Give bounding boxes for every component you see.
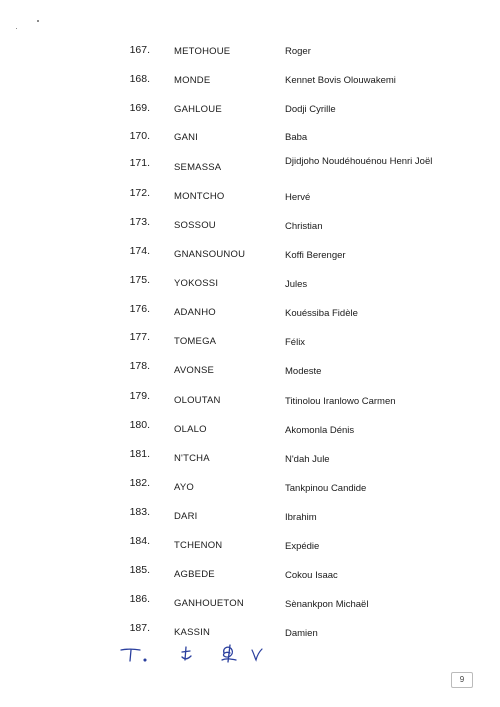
- entry-surname: GANI: [174, 132, 199, 143]
- entry-number: 173.: [129, 216, 150, 228]
- entry-number: 182.: [129, 477, 150, 489]
- entry-surname: ADANHO: [174, 307, 216, 318]
- entry-given-names: Hervé: [285, 192, 311, 203]
- list-item: [0, 564, 500, 590]
- entry-given-names: Tankpinou Candide: [285, 483, 367, 494]
- signature-initial-3: [222, 645, 236, 662]
- list-item: [0, 390, 500, 416]
- entry-number: 180.: [129, 419, 150, 431]
- list-item: [0, 506, 500, 532]
- entry-given-names: Damien: [285, 628, 318, 639]
- entry-given-names: Christian: [285, 221, 323, 232]
- entry-surname: KASSIN: [174, 627, 211, 638]
- entry-surname: GNANSOUNOU: [174, 249, 246, 260]
- entry-surname: OLOUTAN: [174, 395, 221, 406]
- entry-given-names: Dodji Cyrille: [285, 104, 336, 115]
- entry-surname: MONDE: [174, 75, 211, 86]
- list-item: [0, 187, 500, 213]
- entry-number: 172.: [129, 187, 150, 199]
- list-item: [0, 448, 500, 474]
- entry-given-names: Kouéssiba Fidèle: [285, 308, 358, 319]
- entry-number: 170.: [129, 130, 150, 142]
- entry-surname: AYO: [174, 482, 194, 493]
- entry-number: 175.: [129, 274, 150, 286]
- entry-surname: N'TCHA: [174, 453, 210, 464]
- entry-given-names: Modeste: [285, 366, 322, 377]
- list-item: [0, 331, 500, 357]
- entry-surname: TOMEGA: [174, 336, 217, 347]
- entry-given-names: Titinolou Iranlowo Carmen: [285, 396, 396, 407]
- entry-number: 171.: [129, 157, 150, 169]
- entry-surname: METOHOUE: [174, 46, 231, 57]
- scan-speck: [37, 20, 39, 22]
- signature-initial-2: [182, 647, 191, 660]
- list-item: [0, 44, 500, 70]
- entry-number: 183.: [129, 506, 150, 518]
- entry-given-names: Djidjoho Noudéhouénou Henri Joël: [285, 156, 433, 167]
- list-item: [0, 216, 500, 242]
- entry-surname: YOKOSSI: [174, 278, 219, 289]
- list-item: [0, 274, 500, 300]
- entry-number: 187.: [129, 622, 150, 634]
- entry-given-names: Akomonla Dénis: [285, 425, 355, 436]
- signature-initial-1: [121, 649, 146, 661]
- entry-surname: AGBEDE: [174, 569, 215, 580]
- signature-initial-4: [252, 649, 262, 660]
- entry-number: 179.: [129, 390, 150, 402]
- list-item: [0, 593, 500, 619]
- entry-given-names: Jules: [285, 279, 308, 290]
- entry-given-names: Roger: [285, 46, 311, 57]
- entry-surname: TCHENON: [174, 540, 223, 551]
- entry-given-names: N'dah Jule: [285, 454, 330, 465]
- list-item: [0, 130, 500, 156]
- entry-number: 177.: [129, 331, 150, 343]
- entry-number: 185.: [129, 564, 150, 576]
- list-item: [0, 477, 500, 503]
- entry-number: 178.: [129, 360, 150, 372]
- entry-number: 176.: [129, 303, 150, 315]
- entry-surname: GAHLOUE: [174, 104, 222, 115]
- entry-number: 186.: [129, 593, 150, 605]
- handwritten-initials: [118, 641, 278, 667]
- entry-given-names: Kennet Bovis Olouwakemi: [285, 75, 396, 86]
- entry-given-names: Expédie: [285, 541, 320, 552]
- list-item: [0, 535, 500, 561]
- entry-number: 174.: [129, 245, 150, 257]
- entry-surname: AVONSE: [174, 365, 215, 376]
- entry-number: 168.: [129, 73, 150, 85]
- list-item: [0, 245, 500, 271]
- list-item: [0, 419, 500, 445]
- list-item: [0, 360, 500, 386]
- page-number: 9: [451, 672, 473, 688]
- entry-surname: DARI: [174, 511, 198, 522]
- list-item: [0, 73, 500, 99]
- entry-surname: SEMASSA: [174, 162, 222, 173]
- entry-given-names: Koffi Berenger: [285, 250, 346, 261]
- entry-given-names: Cokou Isaac: [285, 570, 338, 581]
- entry-surname: GANHOUETON: [174, 598, 244, 609]
- entry-number: 167.: [129, 44, 150, 56]
- entry-surname: SOSSOU: [174, 220, 216, 231]
- entry-number: 184.: [129, 535, 150, 547]
- entry-number: 181.: [129, 448, 150, 460]
- entry-given-names: Sènankpon Michaël: [285, 599, 369, 610]
- list-item: [0, 102, 500, 128]
- entry-surname: MONTCHO: [174, 191, 225, 202]
- list-item: [0, 303, 500, 329]
- entry-number: 169.: [129, 102, 150, 114]
- entry-surname: OLALO: [174, 424, 207, 435]
- entry-given-names: Félix: [285, 337, 306, 348]
- entry-given-names: Ibrahim: [285, 512, 317, 523]
- entry-given-names: Baba: [285, 132, 308, 143]
- scan-speck: [16, 28, 17, 29]
- list-item: [0, 157, 500, 183]
